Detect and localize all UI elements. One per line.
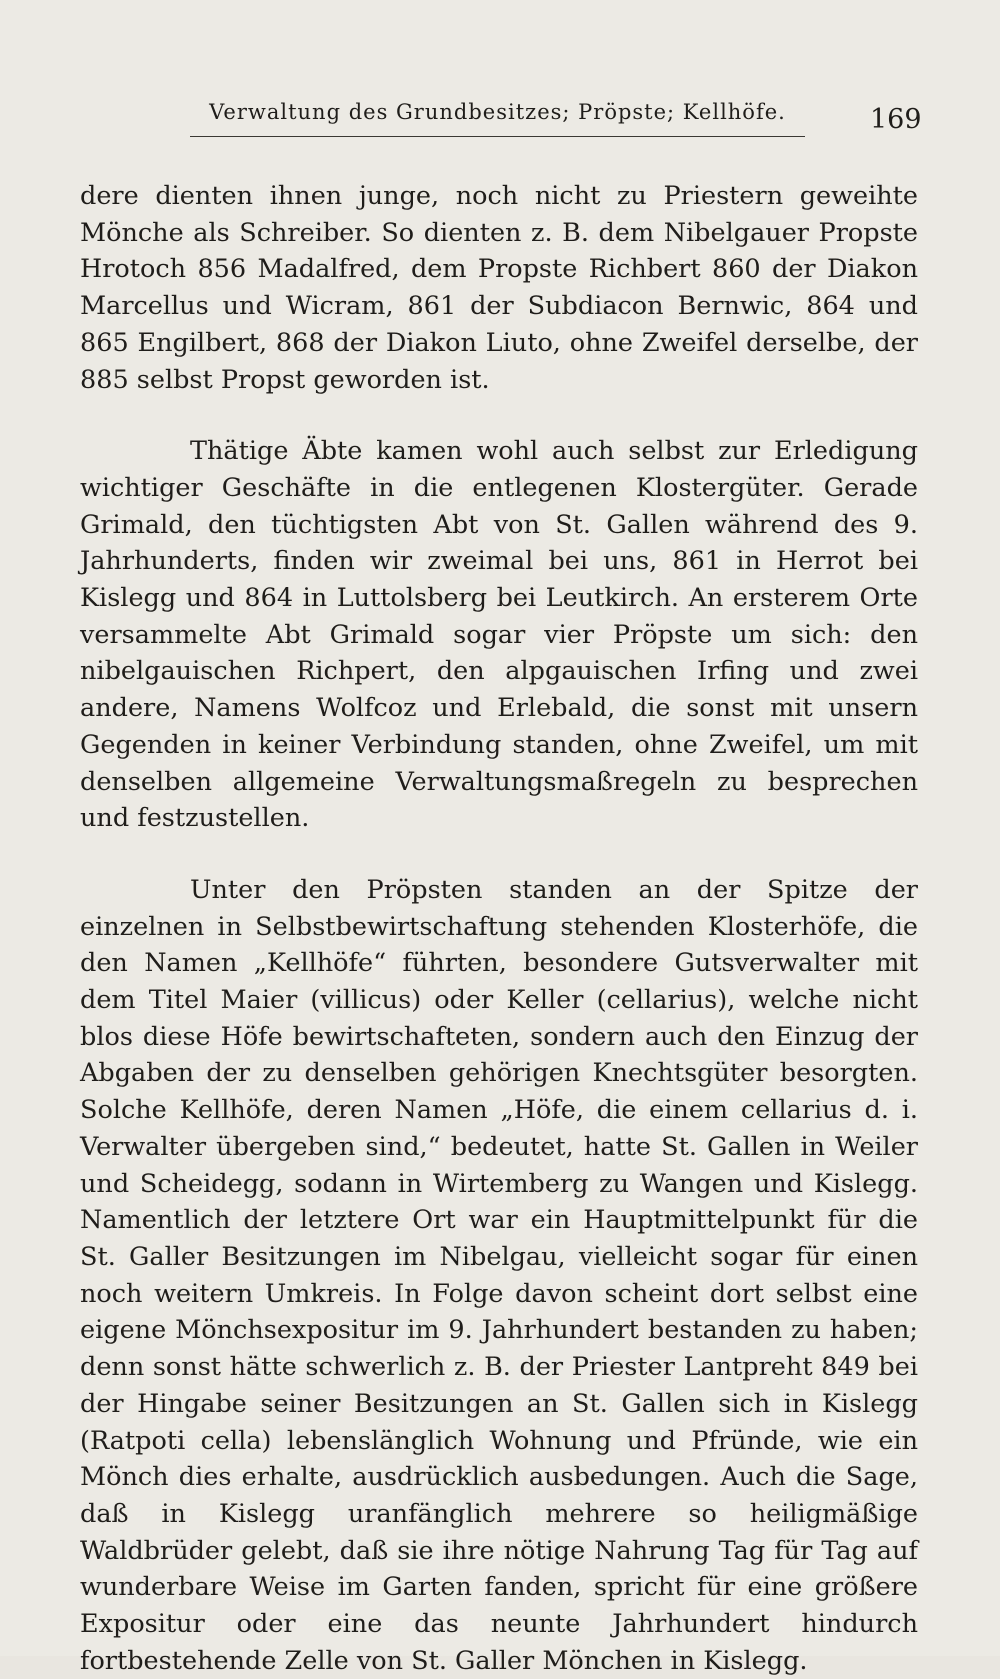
page-number: 169 — [870, 104, 922, 135]
page-body — [80, 178, 918, 1679]
running-header: Verwaltung des Grundbesitzes; Pröpste; Kellhöfe. — [190, 100, 805, 137]
paragraph: Thätige Äbte kamen wohl auch selbst zur Erledigung wichtiger Geschäfte in die entlegenen Klostergüter. Gerade Grimald, den tüchtigsten Abt von St. Gallen während des 9. Jahrhunderts, finden wir zweimal bei uns, 861 in Herrot bei Kislegg und 864 in Luttolsberg bei Leutkirch. An ersterem Orte versammelte Abt Grimald sogar vier Pröpste um sich: den nibelgauischen Richpert, den alpgauischen Irfing und zwei andere, Namens Wolfcoz und Erlebald, die sonst mit unsern Gegenden in keiner Verbindung standen, ohne Zweifel, um mit denselben allgemeine Verwaltungsmaßregeln zu besprechen und festzustellen. — [80, 436, 918, 834]
paragraph: Unter den Pröpsten standen an der Spitze der einzelnen in Selbstbewirtschaftung stehenden Klosterhöfe, die den Namen „Kellhöfe“ führten, besondere Gutsverwalter mit dem Titel Maier (villicus) oder Keller (cellarius), welche nicht blos diese Höfe bewirtschafteten, sondern auch den Einzug der Abgaben der zu denselben gehörigen Knechtsgüter besorgten. Solche Kellhöfe, deren Namen „Höfe, die einem cellarius d. i. Verwalter übergeben sind,“ bedeutet, hatte St. Gallen in Weiler und Scheidegg, sodann in Wirtemberg zu Wangen und Kislegg. Namentlich der letztere Ort war ein Hauptmittelpunkt für die St. Galler Besitzungen im Nibelgau, vielleicht sogar für einen noch weitern Umkreis. In Folge davon scheint dort selbst eine eigene Mönchsexpositur im 9. Jahrhundert bestanden zu haben; denn sonst hätte schwerlich z. B. der Priester Lantpreht 849 bei der Hingabe seiner Besitzungen an St. Gallen sich in Kislegg (Ratpoti cella) lebenslänglich Wohnung und Pfründe, wie ein Mönch dies erhalte, ausdrücklich ausbedungen. Auch die Sage, daß in Kislegg uranfänglich mehrere so heiligmäßige Waldbrüder gelebt, daß sie ihre nötige Nahrung Tag für Tag auf wunderbare Weise im Garten fanden, spricht für eine größere Expositur oder eine das neunte Jahrhundert hindurch fortbestehende Zelle von St. Galler Mönchen in Kislegg. — [80, 874, 918, 1676]
paragraph: dere dienten ihnen junge, noch nicht zu Priestern geweihte Mönche als Schreiber. So dienten z. B. dem Nibelgauer Propste Hrotoch 856 Madalfred, dem Propste Richbert 860 der Diakon Marcellus und Wicram, 861 der Subdiacon Bernwic, 864 und 865 Engilbert, 868 der Diakon Liuto, ohne Zweifel derselbe, der 885 selbst Propst geworden ist. — [80, 181, 918, 395]
